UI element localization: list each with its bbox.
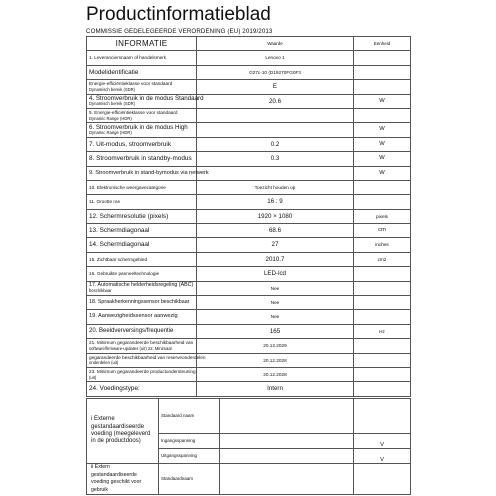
row-unit: W	[354, 137, 411, 151]
row-label-line1: 23. Minimum gegarandeerde productondersteuning	[89, 369, 196, 375]
row-unit	[354, 267, 411, 281]
row-label	[87, 353, 206, 367]
row-unit	[354, 180, 411, 194]
row-unit	[354, 51, 411, 65]
row-label: 8. Stroomverbruik in standby-modus	[87, 152, 197, 166]
row-unit	[354, 195, 411, 209]
row-value	[197, 108, 354, 122]
table-row	[87, 281, 411, 295]
row-label	[87, 123, 197, 137]
row-unit: pixels	[354, 209, 411, 223]
table-row	[87, 382, 411, 396]
regulation-subtitle: COMMISSIE GEDELEGEERDE VERORDENING (EU) 2019/2013	[86, 28, 273, 35]
table-row	[87, 296, 411, 310]
row-unit: inches	[354, 238, 411, 252]
row-unit	[354, 65, 411, 79]
psu-table	[86, 398, 411, 495]
row-unit	[354, 80, 411, 94]
row-label: 12. Schermresolutie (pixels)	[87, 209, 197, 223]
row-unit: Hz	[354, 324, 411, 338]
header-informatie: INFORMATIE	[87, 37, 197, 51]
row-unit: W	[354, 166, 411, 180]
psu-input-voltage-unit: V	[354, 434, 411, 449]
row-value: 68.6	[197, 224, 354, 238]
row-label	[87, 108, 197, 122]
row-value: 0.3	[197, 152, 354, 166]
row-unit: W	[354, 123, 411, 137]
row-label: 14. Schermdiagonaal	[87, 238, 197, 252]
row-label-line2: Dynamic Range (HDR)	[89, 115, 132, 121]
table-header-row	[87, 37, 411, 51]
row-value: 27	[197, 238, 354, 252]
psu-output-voltage-value	[220, 449, 354, 464]
row-unit	[354, 108, 411, 122]
table-row	[87, 108, 411, 122]
table-row	[87, 51, 411, 65]
psu-output-voltage-unit: V	[354, 449, 411, 464]
row-unit	[354, 310, 411, 324]
row-value: LED-lcd	[197, 267, 354, 281]
psu-standard-name-unit-2	[354, 464, 411, 495]
psu-external-label-2: ii Extern gestandaardiseerde voeding geschikt voor gebruik	[87, 464, 159, 495]
table-row	[87, 209, 411, 223]
row-value: Intern	[197, 382, 354, 396]
row-label: Modelidentificatie	[87, 65, 197, 79]
row-value: Lenovo 1	[197, 51, 354, 65]
row-label: 15. Zichtbaar schermgebied	[87, 252, 197, 266]
row-unit	[354, 339, 411, 353]
row-label-line1: gegarandeerde beschikbaarheid van reserveonderdelen	[89, 354, 206, 360]
table-row	[87, 137, 411, 151]
row-label-line1: 17. Automatische helderheidsregeling (ABC)	[89, 281, 194, 288]
psu-standard-name-label-2: Standaardnaam	[159, 464, 220, 495]
row-value	[197, 166, 354, 180]
table-row	[87, 166, 411, 180]
row-unit	[354, 296, 411, 310]
row-label-line1: 4. Stroomverbruik in de modus Standaard	[89, 94, 204, 102]
table-row	[87, 324, 411, 338]
table-row	[87, 180, 411, 194]
row-value: 20.12.2028	[197, 353, 354, 367]
table-row	[87, 65, 411, 79]
row-unit: cm	[354, 224, 411, 238]
table-row	[87, 367, 411, 381]
row-label-line2: software/firmware-updates (uit) 22. Minimaal	[89, 345, 172, 351]
row-value: 20.12.2028	[197, 367, 354, 381]
row-value: 1920 × 1080	[197, 209, 354, 223]
psu-external-label: i Externe gestandaardiseerde voeding (meegeleverd in de productdoos)	[87, 399, 159, 464]
psu-row	[87, 464, 411, 495]
info-table	[86, 36, 411, 397]
row-label-line2: Dynamic Range (HDR)	[89, 130, 132, 136]
row-value: 20.12.2029	[197, 339, 354, 353]
row-label: 16. Gebruikte panneeltechnologie	[87, 267, 197, 281]
row-unit: W	[354, 94, 411, 108]
row-unit	[354, 382, 411, 396]
row-label-line2: onderdelen (uit)	[89, 360, 119, 366]
row-label	[87, 339, 197, 353]
psu-input-voltage-value	[220, 434, 354, 449]
psu-row	[87, 399, 411, 434]
psu-standard-name-label: Standaard naam	[159, 399, 220, 434]
psu-standard-name-value	[220, 399, 354, 434]
psu-output-voltage-label: Uitgangsspanning	[159, 449, 220, 464]
row-value	[197, 123, 354, 137]
table-row	[87, 310, 411, 324]
table-row	[87, 94, 411, 108]
row-label-line1: 21. Minimum gegarandeerde beschikbaarheid van	[89, 340, 194, 346]
row-label	[87, 94, 204, 108]
table-row	[87, 267, 411, 281]
row-value: Nee	[197, 281, 354, 295]
row-unit	[354, 367, 411, 381]
row-label: 7. Uit-modus, stroomverbruik	[87, 137, 197, 151]
row-unit	[354, 353, 411, 367]
row-value: Toezicht houden op	[197, 180, 354, 194]
row-unit: cm2	[354, 252, 411, 266]
row-unit: W	[354, 152, 411, 166]
row-label: 1. Leveranciersnaam of handelsmerk	[87, 51, 197, 65]
psu-input-voltage-label: Ingangsspanning	[159, 434, 220, 449]
table-row	[87, 123, 411, 137]
row-value: 165	[197, 324, 354, 338]
header-eenheid: Eenheid	[354, 37, 411, 51]
table-row	[87, 353, 411, 367]
row-value: E	[197, 80, 354, 94]
row-label-line2: beschikbaar	[89, 288, 112, 294]
row-label: 13. Schermdiagonaal	[87, 224, 197, 238]
row-label-line1: Energie-efficiëntieklasse voor standaard	[89, 81, 173, 87]
row-value: 20.6	[197, 94, 354, 108]
row-label: 18. Spraakherkenningssensor beschikbaar	[87, 296, 197, 310]
row-label-line2: (uit)	[89, 374, 97, 380]
row-label: 11. Grootte ras	[87, 195, 197, 209]
table-row	[87, 339, 411, 353]
table-row	[87, 80, 411, 94]
table-row	[87, 238, 411, 252]
header-waarde: Waarde	[197, 37, 354, 51]
row-value: G27c-10 (D19270FG0F3	[197, 65, 354, 79]
row-value: Nee	[197, 310, 354, 324]
row-label: 20. Beeldverversings/frequentie	[87, 324, 197, 338]
row-label-line2: Dynamisch bereik (SDR)	[89, 86, 136, 92]
page-title: Productinformatieblad	[86, 4, 271, 25]
row-label: 10. Elektronische weergavecategorie	[87, 180, 197, 194]
psu-standard-name-value-2	[220, 464, 354, 495]
row-unit	[354, 281, 411, 295]
row-value: 16 : 9	[197, 195, 354, 209]
table-row	[87, 152, 411, 166]
table-row	[87, 252, 411, 266]
row-label	[87, 80, 197, 94]
row-value: 0.2	[197, 137, 354, 151]
row-label: 24. Voedingstype:	[87, 382, 197, 396]
psu-standard-name-unit	[354, 399, 411, 434]
row-label: 9. Stroomverbruik in stand-bymodus via netwerk	[87, 166, 197, 180]
row-value: Nee	[197, 296, 354, 310]
row-label-line1: 6. Stroomverbruik in de modus High	[89, 123, 188, 131]
row-value: 2010.7	[197, 252, 354, 266]
row-label	[87, 281, 197, 295]
table-row	[87, 195, 411, 209]
table-row	[87, 224, 411, 238]
row-label: 19. Aanwezigheidssensor aanwezig	[87, 310, 197, 324]
row-label	[87, 367, 197, 381]
row-label-line2: Dynamisch bereik (SDR)	[89, 101, 136, 107]
row-label-line1: 5. Energie-efficiëntieklasse voor standaard	[89, 110, 178, 116]
